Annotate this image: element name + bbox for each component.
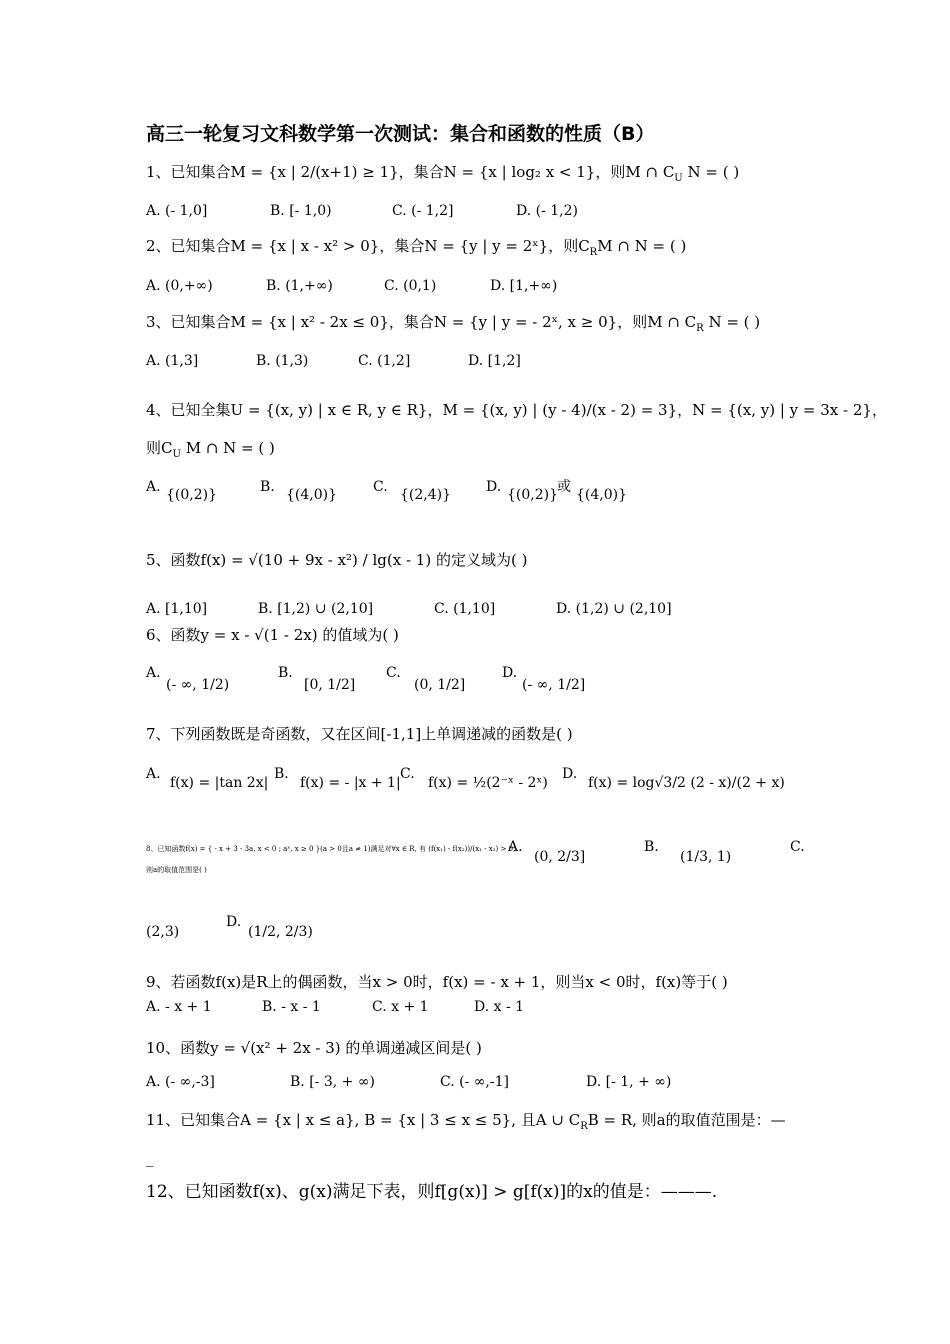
option-d: f(x) = log√3/2 (2 - x)/(2 + x): [588, 775, 785, 791]
option-a: (- ∞, 1/2): [166, 677, 230, 693]
option-d: D. (1,2) ∪ (2,10]: [556, 601, 672, 617]
option-a: f(x) = |tan 2x|: [170, 775, 269, 791]
option-c: C. x + 1: [372, 999, 429, 1015]
page-title: 高三一轮复习文科数学第一次测试：集合和函数的性质（B）: [146, 123, 655, 145]
option-d: (1/2, 2/3): [248, 924, 313, 940]
option-a: A. - x + 1: [146, 999, 212, 1015]
option-a-label: A.: [508, 839, 523, 855]
option-c: C. (1,10]: [434, 601, 496, 617]
option-b-label: B.: [274, 766, 289, 782]
option-d-label: D.: [486, 479, 502, 495]
question-stem: 12、已知函数f(x)、g(x)满足下表，则f[g(x)] > g[f(x)]的x的值是：———.: [146, 1182, 718, 1202]
question-stem: 3、已知集合M = {x | x² - 2x ≤ 0}，集合N = {y | y = - 2ˣ, x ≥ 0}，则M ∩ $C_R$ N = ( ): [146, 313, 761, 334]
option-d: D. [1,+∞): [490, 278, 558, 294]
option-b: [0, 1/2]: [304, 677, 356, 693]
option-a-label: A.: [146, 479, 161, 495]
question-stem-continued: 则a的取值范围是( ): [146, 866, 207, 874]
option-d: {(0,2)}: [507, 487, 559, 503]
option-b: B. [1,2) ∪ (2,10]: [258, 601, 374, 617]
option-a-label: A.: [146, 766, 161, 782]
option-c-label: C.: [400, 766, 415, 782]
option-d: D. [1,2]: [468, 353, 521, 369]
option-a: A. (- 1,0]: [146, 203, 208, 219]
question-stem: 8、已知函数f(x) = { - x + 3 - 3a, x < 0 ; aˣ, x ≥ 0 }(a > 0且a ≠ 1)满足对∀x ∈ R, 有 (f(x₁) - f(x₂))/(x₁ - x₂) > 0,: [146, 845, 516, 853]
option-d: D. [- 1, + ∞): [586, 1074, 672, 1090]
option-b-label: B.: [278, 665, 293, 681]
option-d: (- ∞, 1/2]: [522, 677, 586, 693]
option-b-label: B.: [644, 839, 659, 855]
option-a: A. (1,3]: [146, 353, 199, 369]
question-stem-continued: 则$C_U$ M ∩ N = ( ): [146, 439, 275, 460]
option-d-or: 或: [557, 479, 571, 495]
option-b: B. (1,3): [256, 353, 309, 369]
option-b: B. - x - 1: [262, 999, 321, 1015]
option-c-label: C.: [386, 665, 401, 681]
option-c: C. (0,1): [384, 278, 437, 294]
question-stem: 7、下列函数既是奇函数，又在区间[-1,1]上单调递减的函数是( ): [146, 725, 573, 743]
option-a: A. [1,10]: [146, 601, 208, 617]
option-d: D. (- 1,2): [516, 203, 578, 219]
option-c: f(x) = ½(2⁻ˣ - 2ˣ): [428, 775, 548, 791]
option-d-label: D.: [226, 914, 242, 930]
question-stem: 9、若函数f(x)是R上的偶函数，当x > 0时，f(x) = - x + 1，则当x < 0时，f(x)等于( ): [146, 973, 728, 991]
option-c: C. (1,2]: [358, 353, 411, 369]
option-a: A. (- ∞,-3]: [146, 1074, 215, 1090]
option-c-label: C.: [790, 839, 805, 855]
option-a: A. (0,+∞): [146, 278, 213, 294]
option-a-label: A.: [146, 665, 161, 681]
option-b: B. (1,+∞): [266, 278, 333, 294]
option-c: C. (- ∞,-1]: [440, 1074, 509, 1090]
option-b-label: B.: [260, 479, 275, 495]
option-b: {(4,0)}: [286, 487, 338, 503]
option-a: {(0,2)}: [166, 487, 218, 503]
option-d-alt: {(4,0)}: [576, 487, 628, 503]
option-c: {(2,4)}: [400, 487, 452, 503]
option-b: B. [- 1,0): [270, 203, 332, 219]
option-b: (1/3, 1): [680, 849, 732, 865]
question-stem: 5、函数f(x) = √(10 + 9x - x²) / lg(x - 1) 的定义域为( ): [146, 551, 528, 569]
question-stem: 4、已知全集U = {(x, y) | x ∈ R, y ∈ R}，M = {(x, y) | (y - 4)/(x - 2) = 3}，N = {(x, y) | y = 3x - 2}，: [146, 401, 887, 419]
option-c: C. (- 1,2]: [392, 203, 454, 219]
option-c: (2,3): [146, 924, 180, 940]
question-stem: 6、函数y = x - √(1 - 2x) 的值域为( ): [146, 626, 399, 644]
option-c: (0, 1/2]: [414, 677, 466, 693]
question-stem: 10、函数y = √(x² + 2x - 3) 的单调递减区间是( ): [146, 1039, 482, 1057]
option-d-label: D.: [502, 665, 518, 681]
question-stem: 2、已知集合M = {x | x - x² > 0}，集合N = {y | y = 2ˣ}，则$C_RM$ ∩ N = ( ): [146, 237, 687, 258]
option-c-label: C.: [373, 479, 388, 495]
answer-blank: _: [146, 1149, 154, 1167]
option-b: B. [- 3, + ∞): [290, 1074, 375, 1090]
option-d-label: D.: [562, 766, 578, 782]
option-b: f(x) = - |x + 1|: [300, 775, 401, 791]
question-stem: 1、已知集合M = {x | 2/(x+1) ≥ 1}，集合N = {x | log₂ x < 1}，则M ∩ $C_U$ N = ( ): [146, 163, 740, 184]
option-a: (0, 2/3]: [534, 849, 586, 865]
option-d: D. x - 1: [474, 999, 525, 1015]
question-stem: 11、已知集合A = {x | x ≤ a}, B = {x | 3 ≤ x ≤ 5}, 且A ∪ $C_RB = R$, 则a的取值范围是：—: [146, 1111, 786, 1132]
